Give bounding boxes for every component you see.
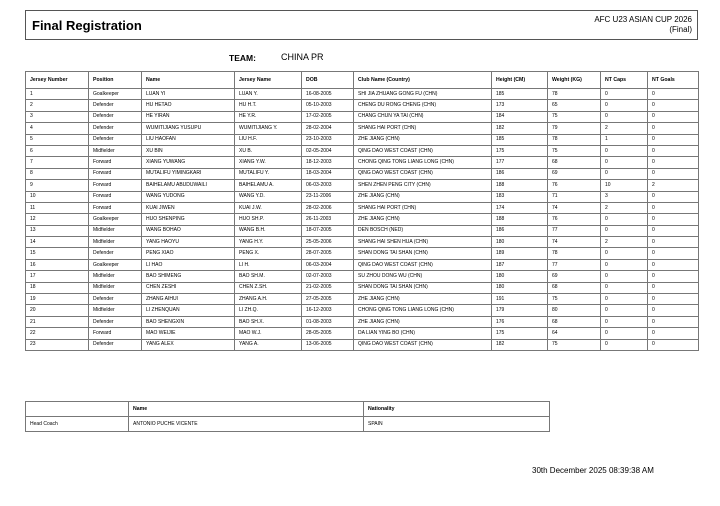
cell-dob: 18-07-2005 (302, 225, 354, 236)
cell-name: YANG ALEX (142, 339, 235, 350)
cell-nt-caps: 0 (601, 328, 648, 339)
cell-dob: 25-05-2006 (302, 237, 354, 248)
cell-weight: 78 (548, 134, 601, 145)
cell-dob: 27-05-2005 (302, 294, 354, 305)
cell-dob: 01-08-2003 (302, 316, 354, 327)
cell-jersey-name: LI ZH.Q. (235, 305, 302, 316)
cell-jersey-name: LIU H.F. (235, 134, 302, 145)
table-row (26, 89, 699, 100)
cell-nt-goals: 0 (648, 202, 699, 213)
cell-position: Forward (89, 180, 142, 191)
cell-jersey-number: 22 (26, 328, 89, 339)
cell-name: LI ZHENQUAN (142, 305, 235, 316)
cell-name: YANG HAOYU (142, 237, 235, 248)
cell-nt-goals: 0 (648, 214, 699, 225)
cell-nt-caps: 0 (601, 111, 648, 122)
cell-height: 184 (492, 111, 548, 122)
cell-nt-caps: 0 (601, 316, 648, 327)
cell-jersey-name: MAO W.J. (235, 328, 302, 339)
staff-cell-role: Head Coach (26, 417, 129, 432)
cell-jersey-name: LI H. (235, 259, 302, 270)
cell-height: 187 (492, 259, 548, 270)
cell-nt-goals: 0 (648, 225, 699, 236)
cell-height: 186 (492, 168, 548, 179)
table-row (26, 168, 699, 179)
cell-dob: 28-05-2005 (302, 328, 354, 339)
cell-position: Defender (89, 100, 142, 111)
players-header-row (26, 72, 699, 89)
cell-club: CHANG CHUN YA TAI (CHN) (354, 111, 492, 122)
cell-jersey-number: 4 (26, 123, 89, 134)
staff-table (25, 401, 550, 432)
competition-name-line2: (Final) (669, 25, 692, 34)
cell-weight: 75 (548, 111, 601, 122)
col-nt-caps: NT Caps (601, 72, 648, 89)
cell-jersey-name: HUO SH.P. (235, 214, 302, 225)
cell-name: ZHANG AIHUI (142, 294, 235, 305)
table-row (26, 316, 699, 327)
cell-weight: 77 (548, 259, 601, 270)
table-row (26, 225, 699, 236)
cell-jersey-name: YANG H.Y. (235, 237, 302, 248)
table-row (26, 111, 699, 122)
cell-name: CHEN ZESHI (142, 282, 235, 293)
table-row (26, 237, 699, 248)
cell-jersey-number: 21 (26, 316, 89, 327)
cell-weight: 78 (548, 89, 601, 100)
cell-jersey-number: 6 (26, 145, 89, 156)
cell-height: 180 (492, 237, 548, 248)
cell-name: PENG XIAO (142, 248, 235, 259)
cell-nt-caps: 0 (601, 248, 648, 259)
cell-club: QING DAO WEST COAST (CHN) (354, 145, 492, 156)
cell-nt-goals: 0 (648, 100, 699, 111)
cell-club: QING DAO WEST COAST (CHN) (354, 168, 492, 179)
table-row (26, 328, 699, 339)
cell-nt-caps: 0 (601, 225, 648, 236)
cell-nt-goals: 2 (648, 180, 699, 191)
cell-dob: 18-03-2004 (302, 168, 354, 179)
cell-dob: 28-02-2004 (302, 123, 354, 134)
cell-position: Goalkeeper (89, 259, 142, 270)
cell-jersey-number: 3 (26, 111, 89, 122)
cell-name: HUO SHENPING (142, 214, 235, 225)
cell-jersey-number: 10 (26, 191, 89, 202)
cell-nt-caps: 0 (601, 100, 648, 111)
cell-position: Forward (89, 168, 142, 179)
cell-jersey-number: 12 (26, 214, 89, 225)
cell-nt-goals: 0 (648, 111, 699, 122)
cell-dob: 02-05-2004 (302, 145, 354, 156)
staff-cell-nationality: SPAIN (364, 417, 550, 432)
cell-club: ZHE JIANG (CHN) (354, 134, 492, 145)
cell-weight: 68 (548, 316, 601, 327)
cell-name: BAIHELAMU ABUDUWAILI (142, 180, 235, 191)
cell-club: ZHE JIANG (CHN) (354, 294, 492, 305)
table-row (26, 191, 699, 202)
cell-weight: 75 (548, 339, 601, 350)
cell-nt-caps: 10 (601, 180, 648, 191)
cell-dob: 26-11-2003 (302, 214, 354, 225)
cell-weight: 75 (548, 294, 601, 305)
cell-club: QING DAO WEST COAST (CHN) (354, 339, 492, 350)
cell-jersey-name: XIANG Y.W. (235, 157, 302, 168)
cell-dob: 23-10-2003 (302, 134, 354, 145)
cell-nt-caps: 0 (601, 339, 648, 350)
cell-club: SHI JIA ZHUANG GONG FU (CHN) (354, 89, 492, 100)
cell-position: Defender (89, 248, 142, 259)
cell-jersey-number: 16 (26, 259, 89, 270)
competition-name (594, 15, 692, 35)
cell-club: ZHE JIANG (CHN) (354, 316, 492, 327)
cell-club: CHONG QING TONG LIANG LONG (CHN) (354, 305, 492, 316)
cell-jersey-name: WANG Y.D. (235, 191, 302, 202)
cell-position: Midfielder (89, 282, 142, 293)
table-row (26, 134, 699, 145)
cell-height: 176 (492, 316, 548, 327)
table-row (26, 259, 699, 270)
cell-position: Defender (89, 316, 142, 327)
cell-jersey-name: ZHANG A.H. (235, 294, 302, 305)
cell-nt-goals: 0 (648, 259, 699, 270)
cell-weight: 74 (548, 202, 601, 213)
cell-position: Midfielder (89, 225, 142, 236)
cell-jersey-number: 9 (26, 180, 89, 191)
cell-jersey-name: BAO SH.M. (235, 271, 302, 282)
cell-position: Midfielder (89, 305, 142, 316)
cell-club: ZHE JIANG (CHN) (354, 191, 492, 202)
cell-nt-caps: 2 (601, 123, 648, 134)
cell-weight: 76 (548, 214, 601, 225)
cell-height: 185 (492, 134, 548, 145)
cell-height: 189 (492, 248, 548, 259)
col-nt-goals: NT Goals (648, 72, 699, 89)
cell-position: Midfielder (89, 145, 142, 156)
cell-jersey-number: 13 (26, 225, 89, 236)
cell-weight: 68 (548, 157, 601, 168)
cell-name: LI HAO (142, 259, 235, 270)
cell-jersey-number: 2 (26, 100, 89, 111)
table-row (26, 202, 699, 213)
cell-jersey-number: 11 (26, 202, 89, 213)
cell-jersey-name: YANG A. (235, 339, 302, 350)
cell-nt-caps: 0 (601, 282, 648, 293)
cell-jersey-number: 23 (26, 339, 89, 350)
cell-weight: 65 (548, 100, 601, 111)
cell-weight: 79 (548, 123, 601, 134)
cell-weight: 76 (548, 180, 601, 191)
col-name: Name (142, 72, 235, 89)
col-position: Position (89, 72, 142, 89)
staff-row (26, 417, 550, 432)
cell-position: Goalkeeper (89, 214, 142, 225)
cell-nt-caps: 0 (601, 271, 648, 282)
cell-name: MUTALIFU YIMINGKARI (142, 168, 235, 179)
cell-name: BAO SHIMENG (142, 271, 235, 282)
cell-position: Forward (89, 191, 142, 202)
cell-nt-caps: 0 (601, 157, 648, 168)
cell-dob: 02-07-2003 (302, 271, 354, 282)
cell-dob: 28-07-2005 (302, 248, 354, 259)
cell-nt-goals: 0 (648, 271, 699, 282)
cell-weight: 71 (548, 191, 601, 202)
cell-dob: 28-02-2006 (302, 202, 354, 213)
cell-position: Forward (89, 202, 142, 213)
cell-jersey-name: BAIHELAMU A. (235, 180, 302, 191)
cell-dob: 05-10-2003 (302, 100, 354, 111)
col-club: Club Name (Country) (354, 72, 492, 89)
cell-jersey-name: BAO SH.X. (235, 316, 302, 327)
cell-dob: 23-11-2006 (302, 191, 354, 202)
cell-height: 175 (492, 145, 548, 156)
cell-height: 182 (492, 123, 548, 134)
cell-name: BAO SHENGXIN (142, 316, 235, 327)
cell-nt-caps: 0 (601, 294, 648, 305)
cell-weight: 75 (548, 145, 601, 156)
cell-name: LUAN YI (142, 89, 235, 100)
cell-height: 183 (492, 191, 548, 202)
cell-position: Defender (89, 339, 142, 350)
cell-jersey-name: MUTALIFU Y. (235, 168, 302, 179)
cell-height: 173 (492, 100, 548, 111)
cell-club: SU ZHOU DONG WU (CHN) (354, 271, 492, 282)
cell-dob: 16-12-2003 (302, 305, 354, 316)
team-value: CHINA PR (281, 52, 324, 62)
col-height: Height (CM) (492, 72, 548, 89)
cell-name: HE YIRAN (142, 111, 235, 122)
cell-dob: 16-08-2005 (302, 89, 354, 100)
cell-height: 174 (492, 202, 548, 213)
cell-club: SHANG HAI PORT (CHN) (354, 123, 492, 134)
cell-nt-goals: 0 (648, 282, 699, 293)
cell-name: KUAI JIWEN (142, 202, 235, 213)
cell-jersey-number: 1 (26, 89, 89, 100)
cell-club: QING DAO WEST COAST (CHN) (354, 259, 492, 270)
cell-nt-goals: 0 (648, 316, 699, 327)
cell-jersey-number: 20 (26, 305, 89, 316)
table-row (26, 214, 699, 225)
staff-cell-name: ANTONIO PUCHE VICENTE (129, 417, 364, 432)
staff-col-nationality: Nationality (364, 402, 550, 417)
cell-name: HU HETAO (142, 100, 235, 111)
cell-club: ZHE JIANG (CHN) (354, 214, 492, 225)
document-title: Final Registration (32, 18, 142, 33)
cell-nt-goals: 0 (648, 89, 699, 100)
cell-weight: 78 (548, 248, 601, 259)
cell-height: 182 (492, 339, 548, 350)
cell-dob: 17-02-2005 (302, 111, 354, 122)
table-row (26, 248, 699, 259)
cell-jersey-number: 15 (26, 248, 89, 259)
players-table (25, 71, 699, 351)
cell-position: Forward (89, 157, 142, 168)
cell-club: SHAN DONG TAI SHAN (CHN) (354, 248, 492, 259)
cell-position: Midfielder (89, 271, 142, 282)
table-row (26, 271, 699, 282)
cell-nt-goals: 0 (648, 339, 699, 350)
table-row (26, 100, 699, 111)
table-row (26, 157, 699, 168)
cell-position: Defender (89, 294, 142, 305)
cell-weight: 64 (548, 328, 601, 339)
header-box (25, 10, 698, 40)
cell-nt-goals: 0 (648, 157, 699, 168)
cell-jersey-name: WUMITIJIANG Y. (235, 123, 302, 134)
col-weight: Weight (KG) (548, 72, 601, 89)
cell-height: 186 (492, 225, 548, 236)
cell-nt-caps: 0 (601, 214, 648, 225)
cell-height: 179 (492, 305, 548, 316)
cell-nt-goals: 0 (648, 305, 699, 316)
cell-jersey-name: WANG B.H. (235, 225, 302, 236)
table-row (26, 305, 699, 316)
cell-club: DEN BOSCH (NED) (354, 225, 492, 236)
team-label: TEAM: (229, 53, 256, 63)
cell-jersey-number: 14 (26, 237, 89, 248)
cell-height: 185 (492, 89, 548, 100)
cell-club: SHANG HAI PORT (CHN) (354, 202, 492, 213)
cell-nt-caps: 0 (601, 168, 648, 179)
cell-name: WUMITIJIANG YUSUPU (142, 123, 235, 134)
cell-weight: 69 (548, 168, 601, 179)
staff-col-role (26, 402, 129, 417)
cell-jersey-number: 19 (26, 294, 89, 305)
cell-height: 175 (492, 328, 548, 339)
cell-jersey-number: 17 (26, 271, 89, 282)
table-row (26, 180, 699, 191)
cell-nt-goals: 0 (648, 134, 699, 145)
cell-nt-caps: 2 (601, 237, 648, 248)
cell-jersey-name: XU B. (235, 145, 302, 156)
cell-nt-caps: 0 (601, 305, 648, 316)
cell-dob: 06-03-2004 (302, 259, 354, 270)
cell-weight: 68 (548, 282, 601, 293)
cell-club: DA LIAN YING BO (CHN) (354, 328, 492, 339)
cell-nt-caps: 0 (601, 145, 648, 156)
cell-name: XIANG YUWANG (142, 157, 235, 168)
cell-club: CHENG DU RONG CHENG (CHN) (354, 100, 492, 111)
staff-col-name: Name (129, 402, 364, 417)
cell-nt-goals: 0 (648, 248, 699, 259)
cell-nt-goals: 0 (648, 145, 699, 156)
cell-jersey-number: 5 (26, 134, 89, 145)
cell-club: SHAN DONG TAI SHAN (CHN) (354, 282, 492, 293)
cell-nt-caps: 0 (601, 259, 648, 270)
cell-club: SHEN ZHEN PENG CITY (CHN) (354, 180, 492, 191)
cell-jersey-name: PENG X. (235, 248, 302, 259)
cell-position: Defender (89, 134, 142, 145)
cell-position: Midfielder (89, 237, 142, 248)
cell-height: 188 (492, 214, 548, 225)
cell-nt-goals: 0 (648, 123, 699, 134)
cell-nt-caps: 3 (601, 191, 648, 202)
cell-position: Defender (89, 123, 142, 134)
col-jersey-number: Jersey Number (26, 72, 89, 89)
cell-name: WANG BOHAO (142, 225, 235, 236)
cell-weight: 77 (548, 225, 601, 236)
cell-name: LIU HAOFAN (142, 134, 235, 145)
cell-jersey-number: 18 (26, 282, 89, 293)
cell-position: Defender (89, 111, 142, 122)
table-row (26, 123, 699, 134)
cell-jersey-number: 7 (26, 157, 89, 168)
cell-weight: 74 (548, 237, 601, 248)
cell-nt-goals: 0 (648, 191, 699, 202)
cell-club: SHANG HAI SHEN HUA (CHN) (354, 237, 492, 248)
cell-height: 180 (492, 282, 548, 293)
table-row (26, 145, 699, 156)
cell-nt-caps: 1 (601, 134, 648, 145)
table-row (26, 339, 699, 350)
cell-nt-goals: 0 (648, 237, 699, 248)
cell-dob: 18-12-2003 (302, 157, 354, 168)
staff-header-row (26, 402, 550, 417)
cell-nt-goals: 0 (648, 328, 699, 339)
col-dob: DOB (302, 72, 354, 89)
cell-name: MAO WEIJIE (142, 328, 235, 339)
cell-jersey-name: HE Y.R. (235, 111, 302, 122)
cell-height: 177 (492, 157, 548, 168)
cell-weight: 80 (548, 305, 601, 316)
cell-jersey-name: CHEN Z.SH. (235, 282, 302, 293)
cell-dob: 13-06-2005 (302, 339, 354, 350)
cell-nt-caps: 0 (601, 89, 648, 100)
cell-jersey-name: HU H.T. (235, 100, 302, 111)
competition-name-line1: AFC U23 ASIAN CUP 2026 (594, 15, 692, 24)
cell-height: 180 (492, 271, 548, 282)
cell-jersey-name: KUAI J.W. (235, 202, 302, 213)
cell-nt-goals: 0 (648, 168, 699, 179)
table-row (26, 282, 699, 293)
cell-jersey-name: LUAN Y. (235, 89, 302, 100)
cell-jersey-number: 8 (26, 168, 89, 179)
cell-position: Goalkeeper (89, 89, 142, 100)
cell-position: Forward (89, 328, 142, 339)
cell-weight: 69 (548, 271, 601, 282)
cell-height: 191 (492, 294, 548, 305)
cell-nt-goals: 0 (648, 294, 699, 305)
cell-dob: 21-02-2005 (302, 282, 354, 293)
timestamp: 30th December 2025 08:39:38 AM (532, 466, 654, 475)
cell-dob: 06-03-2003 (302, 180, 354, 191)
cell-name: WANG YUDONG (142, 191, 235, 202)
cell-name: XU BIN (142, 145, 235, 156)
table-row (26, 294, 699, 305)
col-jersey-name: Jersey Name (235, 72, 302, 89)
cell-nt-caps: 2 (601, 202, 648, 213)
cell-height: 188 (492, 180, 548, 191)
cell-club: CHONG QING TONG LIANG LONG (CHN) (354, 157, 492, 168)
